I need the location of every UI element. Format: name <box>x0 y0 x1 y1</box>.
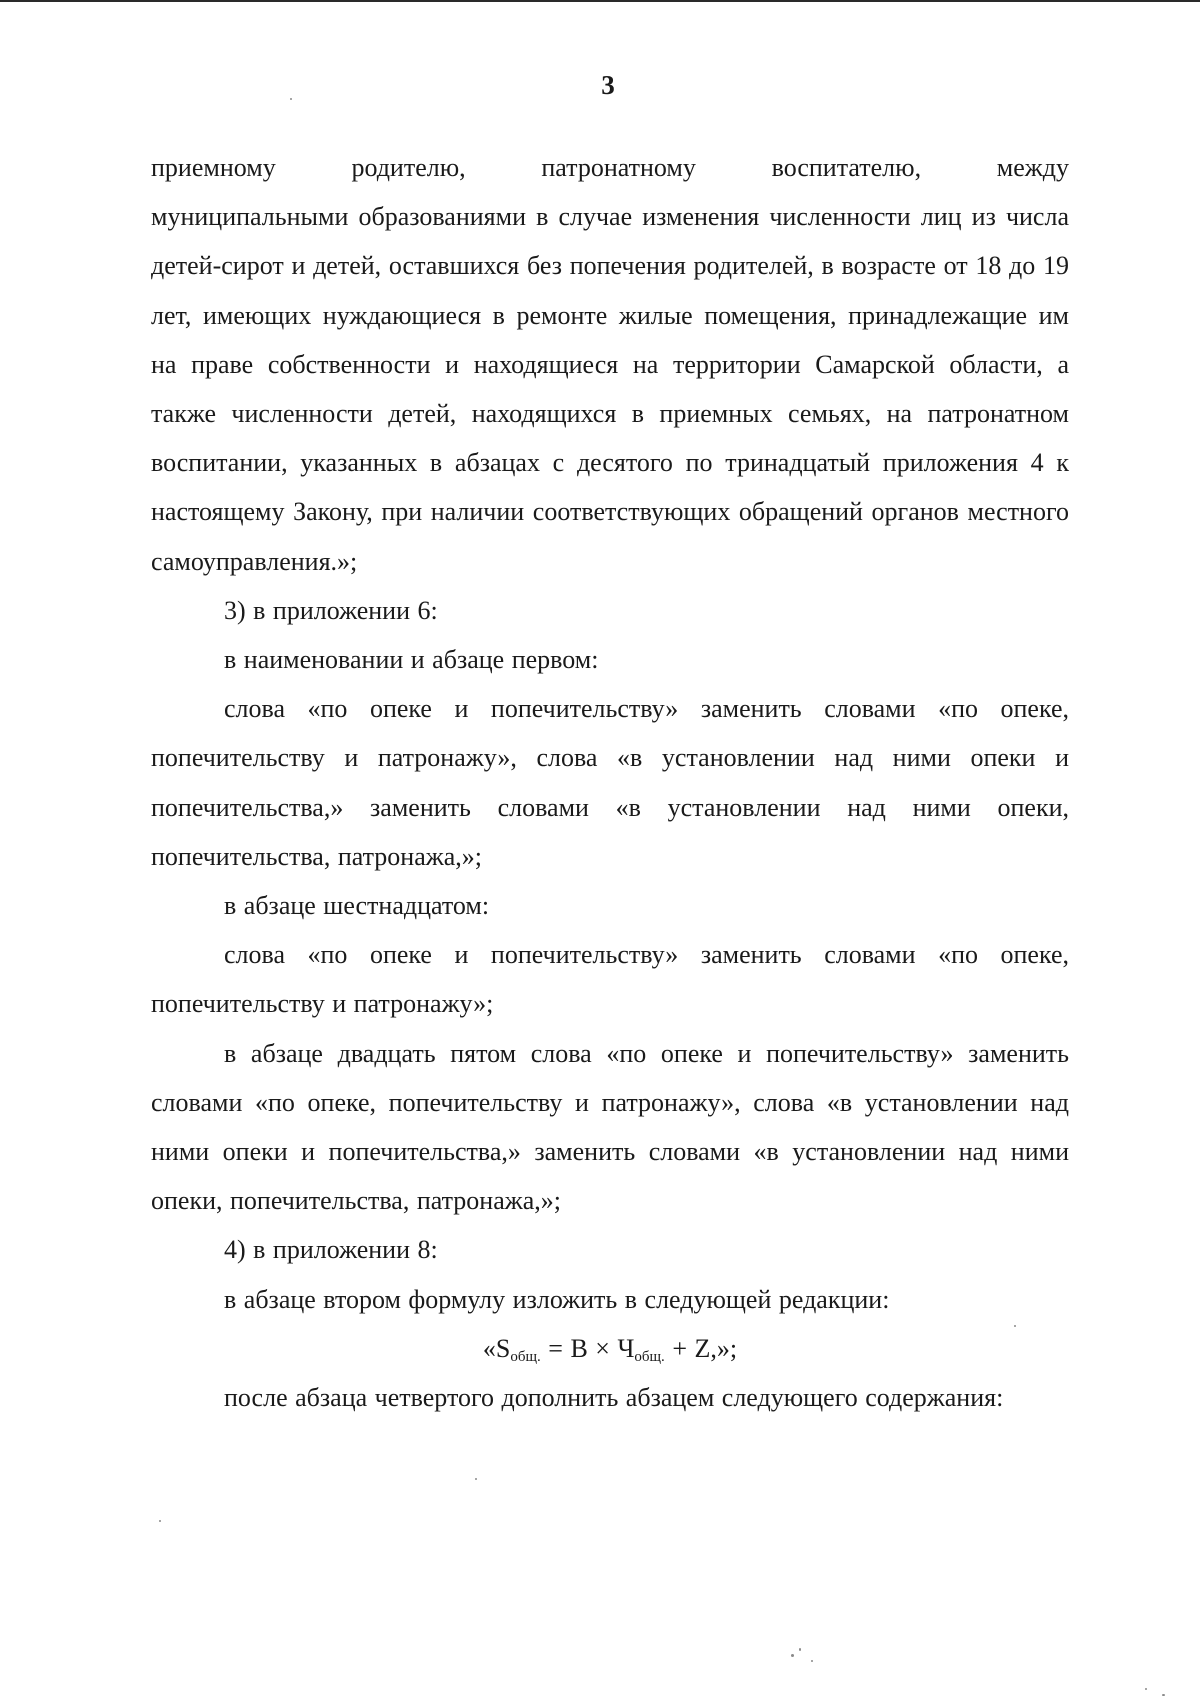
scan-speck <box>811 1660 813 1662</box>
formula-subscript-2: общ. <box>634 1348 665 1365</box>
paragraph-formula-intro: в абзаце втором формулу изложить в следующей редакции: <box>224 1284 890 1314</box>
formula-middle: = В × Ч <box>540 1333 635 1363</box>
scan-speck <box>1014 1325 1016 1327</box>
formula-close: + Z,»; <box>664 1333 738 1363</box>
scan-speck <box>799 1648 801 1651</box>
paragraph-sixteenth-abzac: в абзаце шестнадцатом: <box>224 891 490 921</box>
formula <box>151 1324 1069 1373</box>
scan-speck <box>159 1520 161 1522</box>
scan-speck <box>1145 1688 1147 1690</box>
list-item-4: 4) в приложении 8: <box>224 1235 438 1265</box>
scan-speck <box>791 1654 794 1657</box>
paragraph-continuation: муниципальными образованиями в случае изменения численности лиц из числа детей-сирот и детей, оставшихся без попечения родителей, в возрасте от 18 до 19 лет, имеющих нуждающиеся в ремонте жилые помещения, принадлежащие им на праве собственности и находящиеся на территории Самарской области, а также численности детей, находящихся в приемных семьях, на патронатном воспитании, указанных в абзацах с десятого по тринадцатый приложения 4 к настоящему Закону, при наличии соответствующих обращений органов местного самоуправления.»; <box>151 202 1069 576</box>
paragraph-replace-words-2: слова «по опеке и попечительству» заменить словами «по опеке, попечительству и патронажу»; <box>151 940 1069 1019</box>
formula-open: «S <box>482 1333 511 1363</box>
document-body <box>151 143 1069 1422</box>
page-number: 3 <box>601 70 615 100</box>
list-item-3: 3) в приложении 6: <box>224 595 438 625</box>
paragraph-twenty-fifth-abzac: в абзаце двадцать пятом слова «по опеке и попечительству» заменить словами «по опеке, попечительству и патронажу», слова «в установлении над ними опеки и попечительства,» заменить словами «в установлении над ними опеки, попечительства, патронажа,»; <box>151 1038 1069 1216</box>
formula-subscript-1: общ. <box>510 1348 541 1365</box>
scan-speck <box>290 98 292 100</box>
paragraph-name-and-first-abzac: в наименовании и абзаце первом: <box>224 645 599 675</box>
scan-speck <box>475 1478 477 1480</box>
paragraph-continuation-first-line: приемному родителю, патронатному воспитателю, между <box>151 153 1069 182</box>
paragraph-closing: после абзаца четвертого дополнить абзацем следующего содержания: <box>224 1383 1004 1413</box>
scan-speck <box>1162 1694 1165 1696</box>
paragraph-replace-words-1: слова «по опеке и попечительству» заменить словами «по опеке, попечительству и патронажу», слова «в установлении над ними опеки и попечительства,» заменить словами «в установлении над ними опеки, попечительства, патронажа,»; <box>151 694 1069 871</box>
scan-top-edge <box>0 0 1200 2</box>
